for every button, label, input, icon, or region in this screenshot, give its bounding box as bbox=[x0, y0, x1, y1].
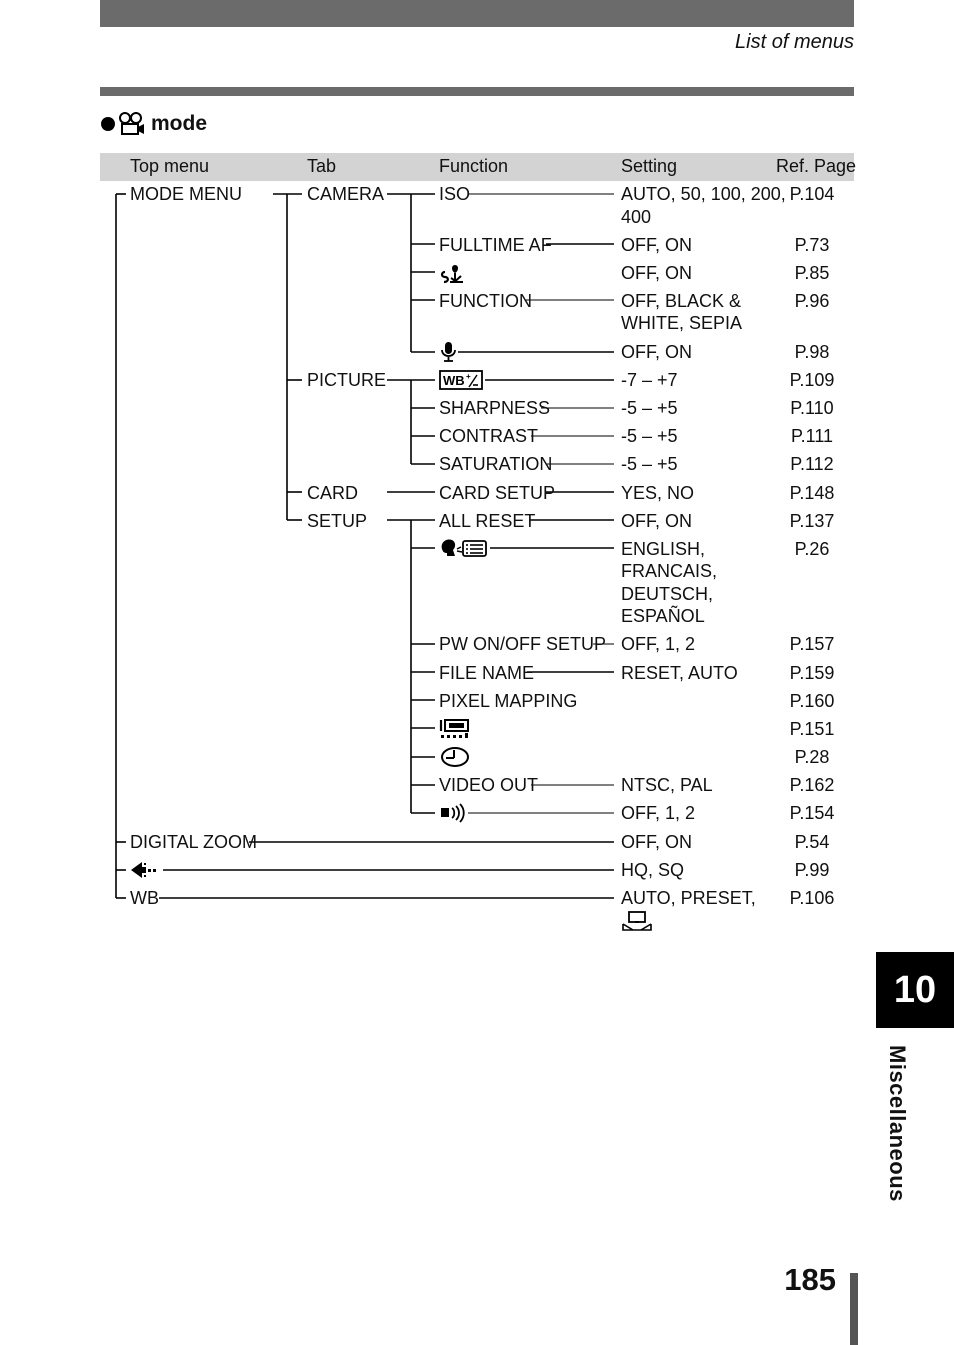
ref-digital-zoom: P.54 bbox=[794, 832, 830, 852]
setting-sharpness: -5 – +5 bbox=[621, 398, 678, 418]
setting-language-4: ESPAÑOL bbox=[621, 606, 705, 626]
tab-camera: CAMERA bbox=[307, 184, 385, 204]
ref-fulltime-af: P.73 bbox=[794, 235, 830, 255]
top-menu-mode-menu: MODE MENU bbox=[130, 184, 242, 204]
function-pw-onoff-setup: PW ON/OFF SETUP bbox=[439, 634, 607, 654]
tab-setup: SETUP bbox=[307, 511, 368, 531]
function-iso: ISO bbox=[439, 184, 471, 204]
ref-video-out: P.162 bbox=[789, 775, 835, 795]
function-pixel-mapping: PIXEL MAPPING bbox=[439, 691, 578, 711]
function-card-setup: CARD SETUP bbox=[439, 483, 556, 503]
setting-fulltime-af: OFF, ON bbox=[621, 235, 692, 255]
ref-saturation: P.112 bbox=[790, 454, 834, 474]
setting-wb-adjust: -7 – +7 bbox=[621, 370, 678, 390]
setting-record-quality: HQ, SQ bbox=[621, 860, 685, 880]
ref-super-macro: P.85 bbox=[794, 263, 830, 283]
function-saturation: SATURATION bbox=[439, 454, 553, 474]
wb-adjust-icon bbox=[439, 370, 483, 390]
ref-monitor: P.151 bbox=[789, 719, 835, 739]
setting-digital-zoom: OFF, ON bbox=[621, 832, 692, 852]
tab-card: CARD bbox=[307, 483, 359, 503]
ref-sharpness: P.110 bbox=[790, 398, 834, 418]
col-ref-page: Ref. Page bbox=[776, 156, 857, 176]
monitor-brightness-icon bbox=[439, 718, 471, 740]
ref-file-name: P.159 bbox=[789, 663, 835, 683]
ref-iso: P.104 bbox=[789, 184, 835, 204]
record-quality-icon bbox=[130, 860, 160, 880]
super-macro-icon bbox=[439, 262, 465, 284]
setting-function-1: OFF, BLACK & bbox=[621, 291, 742, 311]
page-number: 185 bbox=[784, 1262, 836, 1297]
clock-icon bbox=[440, 746, 470, 768]
setting-iso-2: 400 bbox=[621, 207, 652, 227]
setting-language-1: ENGLISH, bbox=[621, 539, 706, 559]
ref-beep: P.154 bbox=[789, 803, 835, 823]
function-contrast: CONTRAST bbox=[439, 426, 538, 446]
ref-function: P.96 bbox=[794, 291, 830, 311]
chapter-tab: 10 bbox=[876, 952, 954, 1028]
setting-microphone: OFF, ON bbox=[621, 342, 692, 362]
ref-language: P.26 bbox=[794, 539, 830, 559]
function-video-out: VIDEO OUT bbox=[439, 775, 539, 795]
beep-icon bbox=[440, 803, 466, 823]
col-top-menu: Top menu bbox=[130, 156, 210, 176]
setting-file-name: RESET, AUTO bbox=[621, 663, 738, 683]
ref-microphone: P.98 bbox=[794, 342, 830, 362]
function-all-reset: ALL RESET bbox=[439, 511, 536, 531]
function-fulltime-af: FULLTIME AF bbox=[439, 235, 552, 255]
col-tab: Tab bbox=[307, 156, 337, 176]
function-sharpness: SHARPNESS bbox=[439, 398, 551, 418]
chapter-label: Miscellaneous bbox=[885, 1045, 910, 1202]
setting-contrast: -5 – +5 bbox=[621, 426, 678, 446]
tab-picture: PICTURE bbox=[307, 370, 387, 390]
ref-clock: P.28 bbox=[794, 747, 830, 767]
setting-saturation: -5 – +5 bbox=[621, 454, 678, 474]
ref-pixel-mapping: P.160 bbox=[789, 691, 835, 711]
col-function: Function bbox=[439, 156, 509, 176]
page-number-bar bbox=[850, 1273, 858, 1345]
ref-card-setup: P.148 bbox=[789, 483, 835, 503]
top-menu-digital-zoom: DIGITAL ZOOM bbox=[130, 832, 258, 852]
setting-super-macro: OFF, ON bbox=[621, 263, 692, 283]
ref-all-reset: P.137 bbox=[789, 511, 835, 531]
ref-pw-onoff: P.157 bbox=[789, 634, 835, 654]
setting-beep: OFF, 1, 2 bbox=[621, 803, 696, 823]
microphone-icon bbox=[440, 341, 458, 363]
one-touch-wb-icon bbox=[621, 910, 653, 932]
language-icon bbox=[439, 537, 489, 559]
svg-text:+: + bbox=[466, 372, 471, 381]
function-function: FUNCTION bbox=[439, 291, 532, 311]
setting-all-reset: OFF, ON bbox=[621, 511, 692, 531]
col-setting: Setting bbox=[621, 156, 678, 176]
running-header: List of menus bbox=[735, 31, 854, 53]
setting-pw-onoff: OFF, 1, 2 bbox=[621, 634, 696, 654]
setting-language-3: DEUTSCH, bbox=[621, 584, 714, 604]
setting-card-setup: YES, NO bbox=[621, 483, 695, 503]
top-menu-wb: WB bbox=[130, 888, 159, 908]
setting-language-2: FRANCAIS, bbox=[621, 561, 718, 581]
setting-function-2: WHITE, SEPIA bbox=[621, 313, 743, 333]
section-title: mode bbox=[151, 112, 208, 135]
ref-record-quality: P.99 bbox=[794, 860, 830, 880]
setting-iso-1: AUTO, 50, 100, 200, bbox=[621, 184, 786, 204]
ref-wb: P.106 bbox=[789, 888, 835, 908]
ref-contrast: P.111 bbox=[790, 426, 834, 446]
ref-wb-adjust: P.109 bbox=[789, 370, 835, 390]
svg-text:WB: WB bbox=[443, 373, 465, 388]
setting-video-out: NTSC, PAL bbox=[621, 775, 713, 795]
setting-wb: AUTO, PRESET, bbox=[621, 888, 756, 908]
function-file-name: FILE NAME bbox=[439, 663, 535, 683]
